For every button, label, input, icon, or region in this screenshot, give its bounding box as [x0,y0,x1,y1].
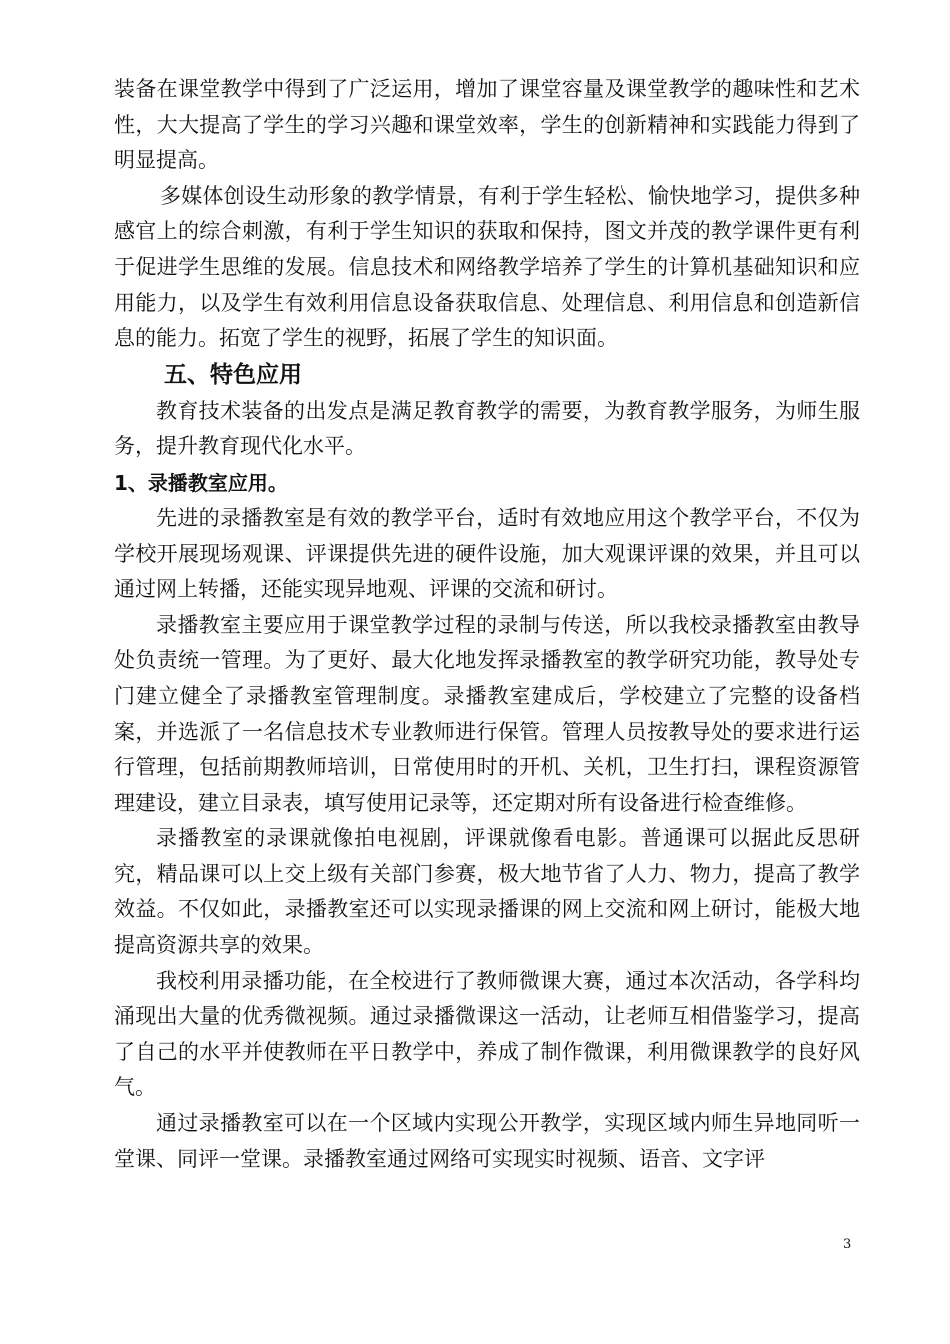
paragraph-public-teaching: 通过录播教室可以在一个区域内实现公开教学，实现区域内师生异地同听一堂课、同评一堂课。录播教室通过网络可实现实时视频、语音、文字评 [114,1111,860,1171]
section-heading: 五、特色应用 [164,361,302,388]
paragraph-recording-benefits: 录播教室的录课就像拍电视剧，评课就像看电影。普通课可以据此反思研究，精品课可以上交上级有关部门参赛，极大地节省了人力、物力，提高了教学效益。不仅如此，录播教室还可以实现录播课的网上交流和网上研讨，能极大地提高资源共享的效果。 [114,826,860,958]
document-body [114,72,860,1177]
paragraph-micro-lessons: 我校利用录播功能，在全校进行了教师微课大赛，通过本次活动，各学科均涌现出大量的优秀微视频。通过录播微课这一活动，让老师互相借鉴学习，提高了自己的水平并使教师在平日教学中，养成了制作微课，利用微课教学的良好风气。 [114,968,860,1100]
paragraph-multimedia: 多媒体创设生动形象的教学情景，有利于学生轻松、愉快地学习，提供多种感官上的综合刺激，有利于学生知识的获取和保持，图文并茂的教学课件更有利于促进学生思维的发展。信息技术和网络教学培养了学生的计算机基础知识和应用能力，以及学生有效利用信息设备获取信息、处理信息、利用信息和创造新信息的能力。拓宽了学生的视野，拓展了学生的知识面。 [114,183,860,351]
subsection-heading: 1、录播教室应用。 [114,470,288,495]
paragraph-management: 录播教室主要应用于课堂教学过程的录制与传送，所以我校录播教室由教导处负责统一管理。为了更好、最大化地发挥录播教室的教学研究功能，教导处专门建立健全了录播教室管理制度。录播教室建成后，学校建立了完整的设备档案，并选派了一名信息技术专业教师进行保管。管理人员按教导处的要求进行运行管理，包括前期教师培训，日常使用时的开机、关机，卫生打扫，课程资源管理建设，建立目录表，填写使用记录等，还定期对所有设备进行检查维修。 [114,612,860,815]
paragraph-recording-classroom: 先进的录播教室是有效的教学平台，适时有效地应用这个教学平台，不仅为学校开展现场观课、评课提供先进的硬件设施，加大观课评课的效果，并且可以通过网上转播，还能实现异地观、评课的交流和研讨。 [114,505,860,602]
section-intro-paragraph: 教育技术装备的出发点是满足教育教学的需要，为教育教学服务，为师生服务，提升教育现代化水平。 [114,398,860,459]
paragraph-continued: 装备在课堂教学中得到了广泛运用，增加了课堂容量及课堂教学的趣味性和艺术性，大大提高了学生的学习兴趣和课堂效率，学生的创新精神和实践能力得到了明显提高。 [114,77,860,173]
page-number: 3 [843,1237,852,1252]
